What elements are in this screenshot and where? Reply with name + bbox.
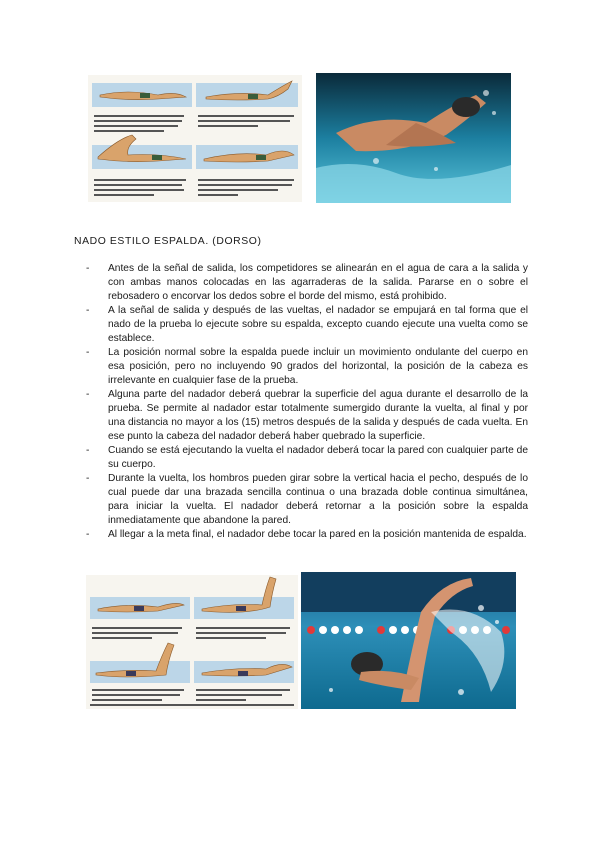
list-item (86, 304, 528, 346)
bullet-dash: - (86, 445, 90, 456)
rules-list (86, 262, 528, 542)
section-heading: NADO ESTILO ESPALDA. (DORSO) (74, 236, 262, 247)
list-item-text: Al llegar a la meta final, el nadador debe tocar la pared en la posición mantenida de espalda. (108, 529, 527, 540)
swimmer-photo-bottom (301, 572, 516, 709)
list-item (86, 388, 528, 444)
list-item (86, 262, 528, 304)
bullet-dash: - (86, 263, 90, 274)
list-item (86, 346, 528, 388)
bullet-dash: - (86, 347, 90, 358)
list-item-text: Cuando se está ejecutando la vuelta el nadador deberá tocar la pared con cualquier parte de su cuerpo. (108, 445, 528, 470)
list-item-text: Alguna parte del nadador deberá quebrar la superficie del agua durante el desarrollo de la prueba. Se permite al nadador estar totalmente sumergido durante la vuelta, al final y por una distancia no mayor a los (15) metros después de la salida y después de cada vuelta. En ese punto la cabeza del nadador deberá haber quebrado la superficie. (108, 389, 528, 442)
list-item (86, 444, 528, 472)
bullet-dash: - (86, 529, 90, 540)
list-item-text: La posición normal sobre la espalda puede incluir un movimiento ondulante del cuerpo en esa posición, pero no incluyendo 90 grados del horizontal, la posición de la cabeza es irrelevante en cualquier fase de la prueba. (108, 347, 528, 386)
swimmer-photo-top (316, 73, 511, 203)
bullet-dash: - (86, 389, 90, 400)
bullet-dash: - (86, 305, 90, 316)
list-item-text: Durante la vuelta, los hombros pueden girar sobre la vertical hacia el pecho, después de lo cual puede dar una brazada sencilla continua o una brazada doble continua simultánea, para iniciar la vuelta. El nadador deberá retornar a la posición sobre la espalda inmediatamente que abandone la pared. (108, 473, 528, 526)
backstroke-illustration (86, 575, 298, 709)
list-item (86, 528, 528, 542)
butterfly-stroke-illustration (88, 75, 302, 202)
list-item-text: Antes de la señal de salida, los competidores se alinearán en el agua de cara a la salida y con ambas manos colocadas en las agarraderas de la salida. Pararse en o sobre el rebosadero o encorvar los dedos sobre el borde del mismo, está prohibido. (108, 263, 528, 302)
bullet-dash: - (86, 473, 90, 484)
list-item-text: A la señal de salida y después de las vueltas, el nadador se empujará en tal forma que el nado de la prueba lo ejecute sobre su espalda, excepto cuando ejecute una vuelta como se establece. (108, 305, 528, 344)
list-item (86, 472, 528, 528)
